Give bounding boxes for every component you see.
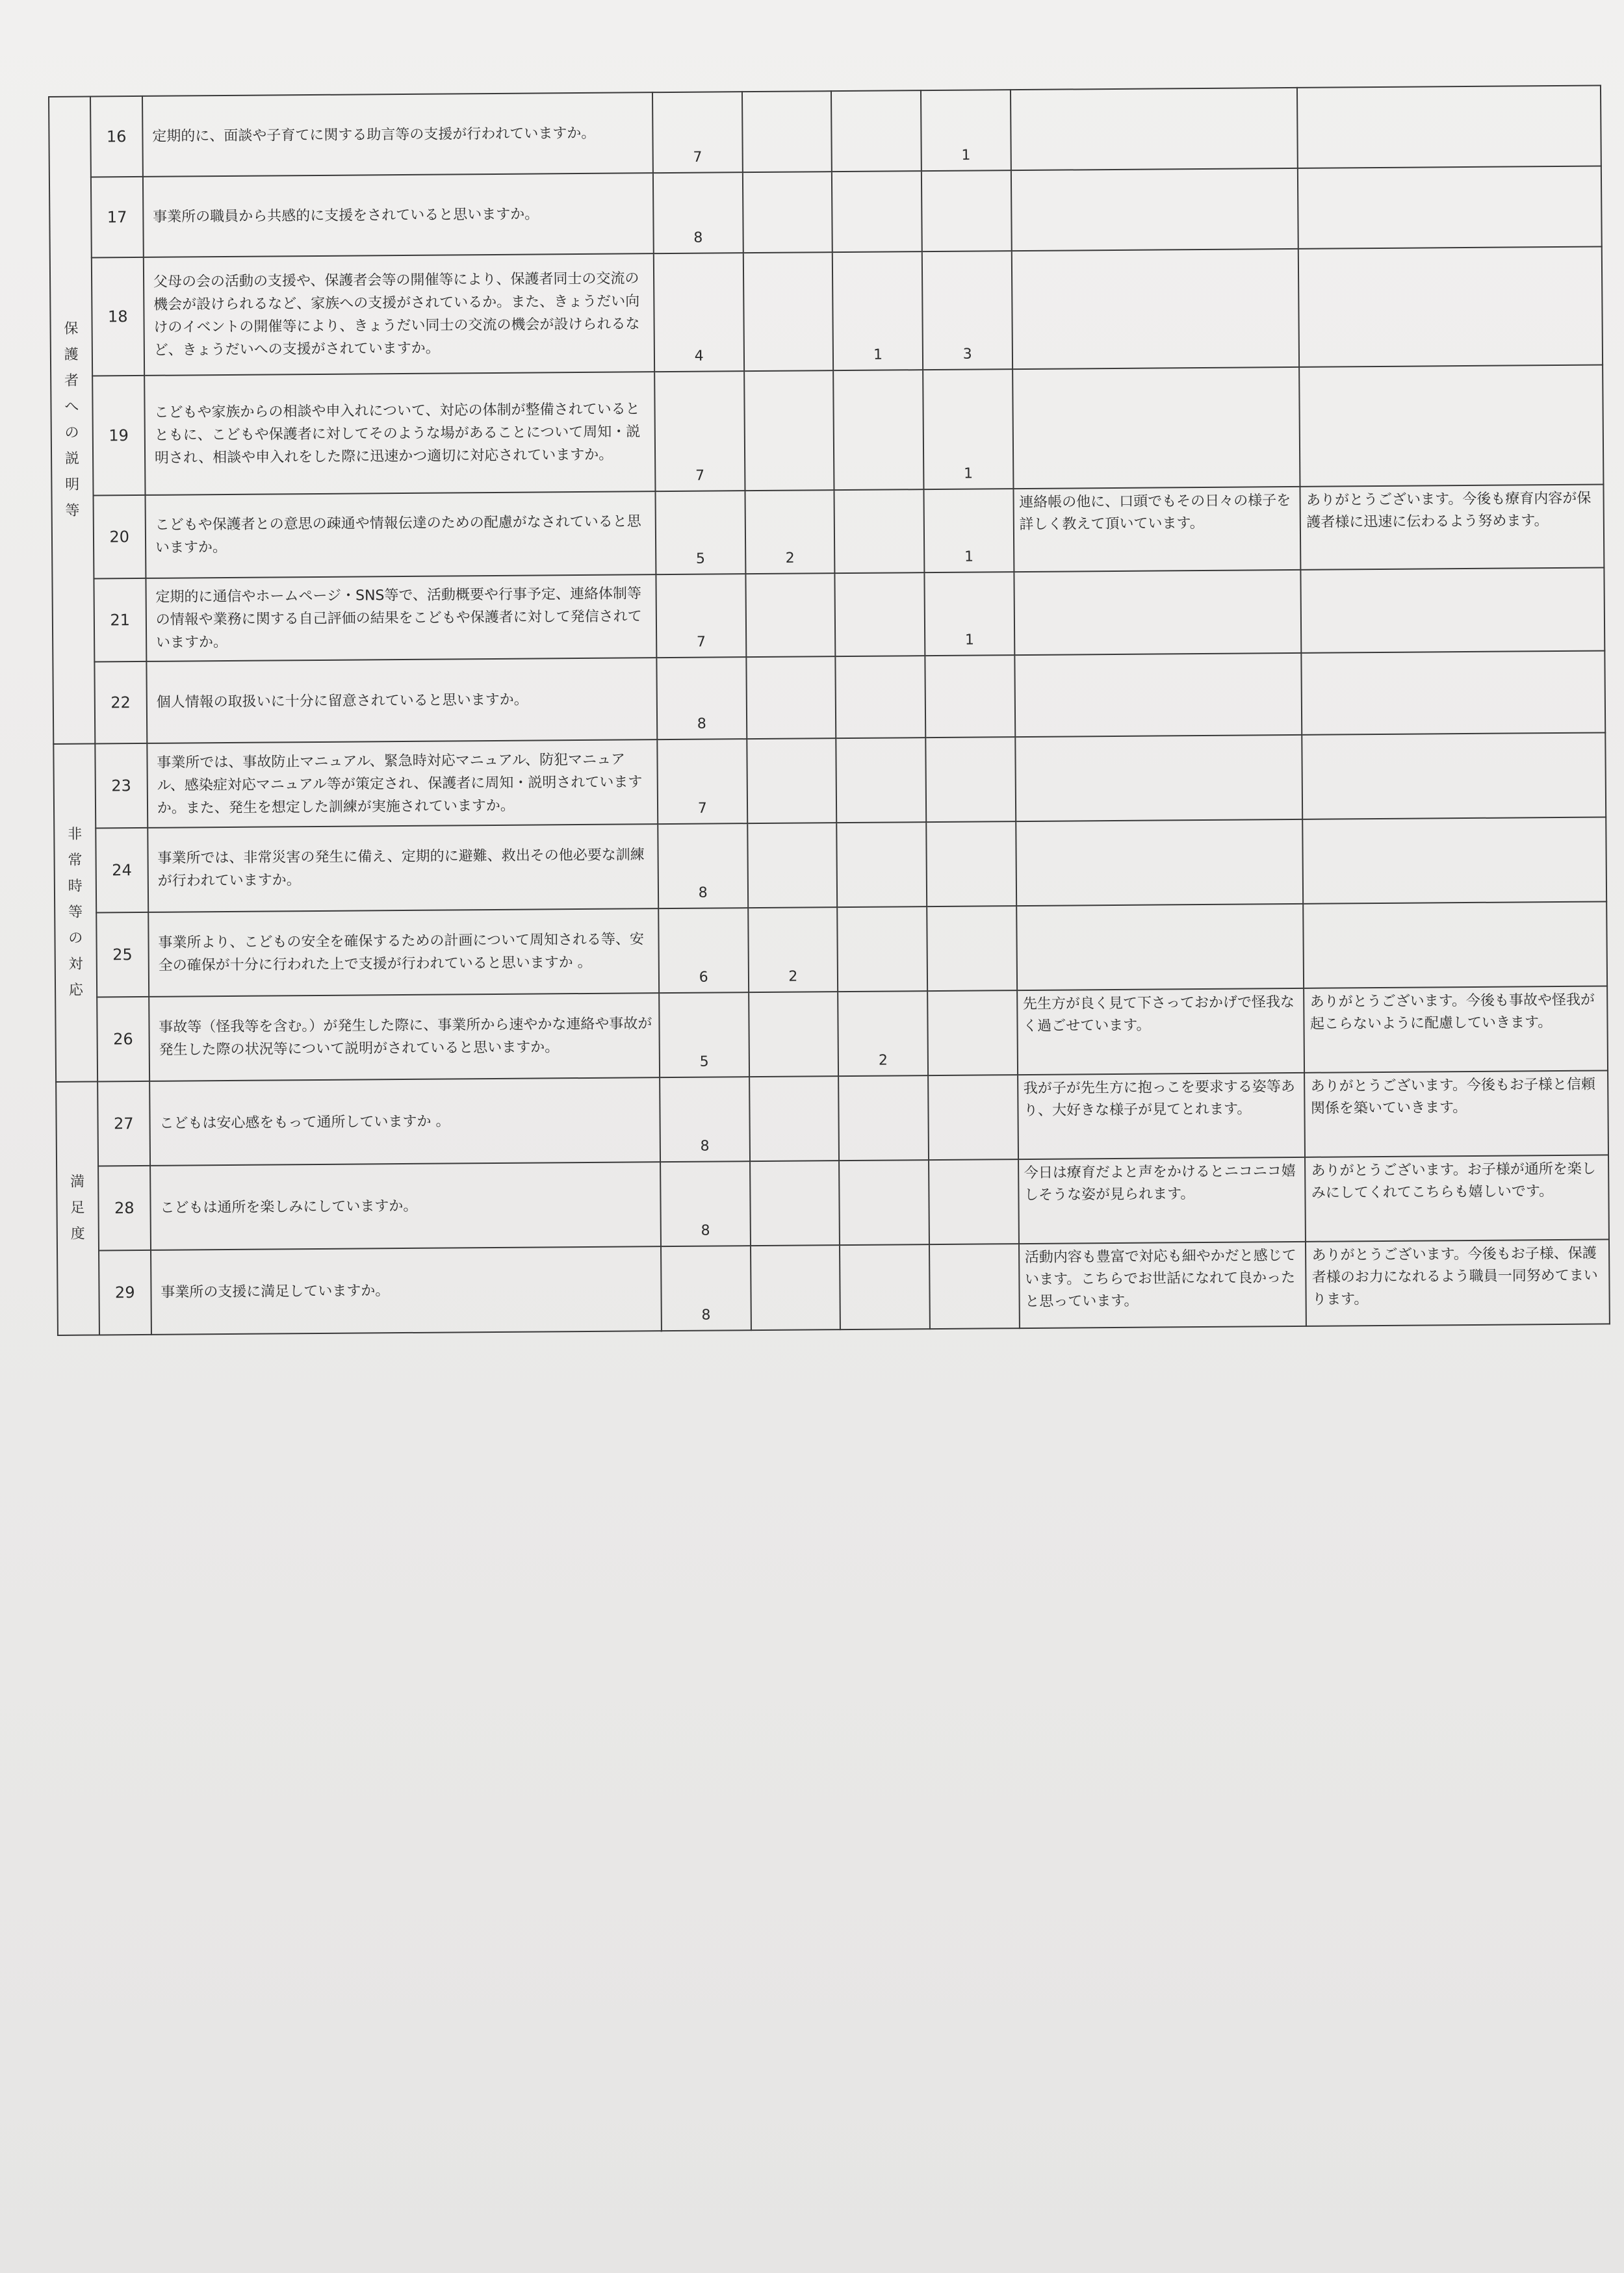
count-cell xyxy=(927,990,1018,1075)
count-value: 1 xyxy=(964,548,974,565)
row-number: 24 xyxy=(96,828,148,913)
count-cell xyxy=(659,992,749,1077)
count-value: 8 xyxy=(698,884,708,901)
count-cell xyxy=(838,1075,929,1161)
evaluation-table-wrapper xyxy=(48,84,1610,1335)
facility-reply xyxy=(1302,650,1605,734)
count-cell xyxy=(745,490,835,574)
facility-reply: ありがとうございます。今後も事故や怪我が起こらないように配慮していきます。 xyxy=(1304,986,1608,1072)
category-label: 非常時等の対応 xyxy=(68,826,84,999)
parent-comment xyxy=(1011,168,1299,251)
row-number: 25 xyxy=(96,912,149,997)
count-value xyxy=(927,818,1015,819)
count-cell xyxy=(742,172,832,253)
table-row xyxy=(54,817,1606,913)
count-value: 5 xyxy=(695,550,706,567)
count-value xyxy=(751,1157,839,1158)
count-cell xyxy=(746,656,836,739)
count-cell xyxy=(839,1160,929,1245)
count-value xyxy=(748,819,836,820)
parent-comment: 我が子が先生方に抱っこを要求する姿等あり、大好きな様子が見てとれます。 xyxy=(1018,1073,1306,1159)
row-number: 18 xyxy=(92,257,144,376)
table-row xyxy=(50,246,1603,376)
question-text: こどもや家族からの相談や申入れについて、対応の体制が整備されているとともに、こどもや保護者に対してそのような場があることについて周知・説明され、相談や申入れをした際に迅速かつ適切に対応されていますか。 xyxy=(144,372,655,495)
parent-comment: 先生方が良く見て下さっておかげで怪我なく過ごせています。 xyxy=(1017,988,1305,1075)
count-value xyxy=(747,653,835,654)
count-cell xyxy=(744,370,834,491)
category-cell-parents xyxy=(49,97,95,744)
question-text: 事業所の支援に満足していますか。 xyxy=(151,1246,662,1335)
question-text: 事故等（怪我等を含む。）が発生した際に、事業所から速やかな連絡や事故が発生した際の状況等について説明がされていると思いますか。 xyxy=(149,993,660,1081)
count-value: 7 xyxy=(695,467,705,484)
question-text: 事業所では、非常災害の発生に備え、定期的に避難、救出その他必要な訓練が行われていますか。 xyxy=(148,824,658,912)
count-value: 2 xyxy=(785,550,795,567)
count-cell xyxy=(745,573,836,657)
facility-reply xyxy=(1301,567,1605,652)
table-row xyxy=(53,732,1606,828)
count-cell xyxy=(831,90,922,172)
question-text: 事業所では、事故防止マニュアル、緊急時対応マニュアル、防犯マニュアル、感染症対応マニュアル等が策定され、保護者に周知・説明されていますか。また、発生を想定した訓練が実施されていますか。 xyxy=(147,739,658,828)
count-value: 1 xyxy=(873,346,883,363)
count-cell xyxy=(926,821,1016,906)
count-cell xyxy=(834,489,925,573)
table-row xyxy=(52,567,1605,662)
count-cell xyxy=(742,91,832,172)
count-value: 8 xyxy=(700,1138,710,1155)
count-cell xyxy=(922,251,1012,370)
question-text: 事業所より、こどもの安全を確保するための計画について周知される等、安全の確保が十分に行われた上で支援が行われていると思いますか 。 xyxy=(148,908,659,997)
count-cell xyxy=(654,253,744,372)
count-value: 1 xyxy=(963,465,973,482)
count-value: 8 xyxy=(693,229,703,246)
count-cell xyxy=(836,822,927,907)
parent-comment xyxy=(1016,819,1304,906)
count-value xyxy=(836,569,924,570)
count-value: 1 xyxy=(961,147,971,164)
count-cell xyxy=(925,737,1016,822)
count-cell xyxy=(832,171,922,252)
count-value: 5 xyxy=(699,1053,709,1070)
count-cell xyxy=(833,370,923,490)
count-cell xyxy=(749,1076,840,1161)
count-cell xyxy=(749,992,839,1077)
question-text: 定期的に、面談や子育てに関する助言等の支援が行われていますか。 xyxy=(142,92,653,177)
count-cell xyxy=(832,251,923,370)
count-cell xyxy=(923,489,1014,572)
count-cell xyxy=(660,1161,751,1246)
evaluation-table xyxy=(48,84,1610,1335)
count-cell xyxy=(922,170,1012,251)
count-cell xyxy=(923,369,1013,489)
count-value: 8 xyxy=(701,1222,710,1239)
row-number: 23 xyxy=(95,743,148,828)
count-cell xyxy=(921,90,1011,171)
count-cell xyxy=(928,1075,1018,1160)
row-number: 21 xyxy=(94,578,146,662)
facility-reply xyxy=(1302,732,1606,819)
count-value: 8 xyxy=(701,1307,711,1324)
facility-reply: ありがとうございます。今後も療育内容が保護者様に迅速に伝わるよう努めます。 xyxy=(1300,484,1604,569)
count-cell xyxy=(838,991,928,1076)
parent-comment: 今日は療育だよと声をかけるとニコニコ嬉しそうな姿が見られます。 xyxy=(1018,1157,1306,1244)
facility-reply xyxy=(1297,85,1601,168)
count-value xyxy=(838,903,926,904)
question-text: 父母の会の活動の支援や、保護者会等の開催等により、保護者同士の交流の機会が設けられるなど、家族への支援がされているか。また、きょうだい向けのイベントの開催等により、きょうだい同士の交流の機会が設けられるなど、きょうだいへの支援がされていますか。 xyxy=(144,253,654,376)
category-label: 満足度 xyxy=(70,1174,85,1242)
count-cell xyxy=(656,574,746,658)
count-value: 8 xyxy=(697,715,706,732)
parent-comment xyxy=(1014,653,1302,737)
count-cell xyxy=(654,371,745,491)
count-value: 6 xyxy=(699,969,708,986)
facility-reply xyxy=(1300,365,1604,486)
category-label: 保護者への説明等 xyxy=(64,320,80,519)
facility-reply xyxy=(1304,901,1607,988)
count-cell xyxy=(924,572,1014,656)
count-value: 7 xyxy=(696,634,706,650)
count-cell xyxy=(836,738,927,823)
count-value xyxy=(836,734,925,735)
row-number: 29 xyxy=(99,1250,151,1335)
count-value xyxy=(836,652,925,653)
count-value xyxy=(743,249,832,250)
count-value xyxy=(745,367,833,368)
count-value xyxy=(929,1156,1018,1157)
question-text: こどもや保護者との意思の疎通や情報伝達のための配慮がなされていると思いますか。 xyxy=(145,491,656,578)
count-value xyxy=(931,1325,1019,1326)
count-cell xyxy=(653,172,743,253)
count-cell xyxy=(929,1244,1020,1329)
count-value xyxy=(840,1241,929,1242)
count-value: 1 xyxy=(964,632,975,649)
facility-reply xyxy=(1298,166,1601,248)
count-cell xyxy=(658,908,749,993)
row-number: 28 xyxy=(98,1166,151,1251)
count-cell xyxy=(836,656,926,738)
question-text: こどもは通所を楽しみにしていますか。 xyxy=(150,1162,661,1250)
row-number: 22 xyxy=(94,661,147,744)
count-cell xyxy=(837,906,927,992)
row-number: 17 xyxy=(91,177,144,258)
table-row xyxy=(57,1239,1610,1335)
table-row xyxy=(55,901,1607,997)
count-value xyxy=(751,1326,840,1327)
parent-comment xyxy=(1011,249,1299,369)
category-cell-emergency xyxy=(53,743,97,1081)
table-row xyxy=(53,650,1605,744)
count-cell xyxy=(750,1161,840,1246)
table-row xyxy=(49,85,1601,177)
count-cell xyxy=(747,823,838,908)
count-value xyxy=(928,987,1016,988)
question-text: 定期的に通信やホームページ・SNS等で、活動概要や行事予定、連絡体制等の情報や業務に関する自己評価の結果をこどもや保護者に対して発信されていますか。 xyxy=(146,574,656,661)
facility-reply xyxy=(1303,817,1606,903)
parent-comment xyxy=(1016,904,1304,990)
count-value: 7 xyxy=(693,149,702,166)
table-row xyxy=(52,484,1605,579)
count-value: 2 xyxy=(788,968,798,985)
row-number: 20 xyxy=(93,495,146,579)
parent-comment xyxy=(1011,88,1298,170)
count-value: 4 xyxy=(694,348,704,365)
count-value: 3 xyxy=(962,346,972,363)
table-row xyxy=(56,1070,1608,1166)
count-value xyxy=(930,1240,1018,1241)
count-cell xyxy=(927,906,1017,991)
count-value: 2 xyxy=(878,1052,888,1069)
table-row xyxy=(55,986,1608,1082)
count-cell xyxy=(925,655,1015,738)
count-cell xyxy=(657,739,747,824)
facility-reply xyxy=(1298,246,1603,366)
count-value xyxy=(747,735,836,736)
row-number: 27 xyxy=(97,1081,150,1166)
row-number: 19 xyxy=(92,376,145,496)
question-text: こどもは安心感をもって通所していますか 。 xyxy=(149,1077,660,1166)
facility-reply: ありがとうございます。お子様が通所を楽しみにしてくれてこちらも嬉しいです。 xyxy=(1305,1155,1608,1241)
count-cell xyxy=(660,1077,750,1162)
count-cell xyxy=(661,1246,751,1331)
parent-comment xyxy=(1012,367,1300,489)
count-value xyxy=(743,168,831,169)
count-cell xyxy=(656,657,747,739)
count-cell xyxy=(743,252,833,371)
count-cell xyxy=(748,907,838,992)
facility-reply: ありがとうございます。今後もお子様と信頼関係を築いていきます。 xyxy=(1305,1070,1608,1157)
parent-comment: 活動内容も豊富で対応も細やかだと感じています。こちらでお世話になれて良かったと思っています。 xyxy=(1019,1242,1307,1328)
count-cell xyxy=(929,1159,1019,1244)
count-value xyxy=(833,248,922,249)
count-cell xyxy=(835,572,925,656)
count-cell xyxy=(747,738,837,823)
row-number: 26 xyxy=(97,997,149,1082)
count-cell xyxy=(655,491,745,574)
table-row xyxy=(49,166,1602,258)
parent-comment xyxy=(1015,735,1303,821)
question-text: 事業所の職員から共感的に支援をされていると思いますか。 xyxy=(143,173,654,257)
count-cell xyxy=(840,1244,930,1329)
row-number: 16 xyxy=(90,96,143,177)
parent-comment: 連絡帳の他に、口頭でもその日々の様子を詳しく教えて頂いています。 xyxy=(1013,487,1301,572)
count-cell xyxy=(751,1245,841,1330)
table-row xyxy=(51,365,1603,495)
count-cell xyxy=(652,92,743,173)
table-row xyxy=(57,1155,1609,1251)
parent-comment xyxy=(1014,570,1302,655)
category-cell-satisfaction xyxy=(56,1081,99,1335)
count-value: 7 xyxy=(697,800,707,817)
count-cell xyxy=(658,823,748,908)
count-value xyxy=(749,904,837,905)
facility-reply: ありがとうございます。今後もお子様、保護者様のお力になれるよう職員一同努めてまいります。 xyxy=(1306,1239,1609,1326)
question-text: 個人情報の取扱いに十分に留意されていると思いますか。 xyxy=(146,658,657,743)
count-value xyxy=(835,486,923,487)
